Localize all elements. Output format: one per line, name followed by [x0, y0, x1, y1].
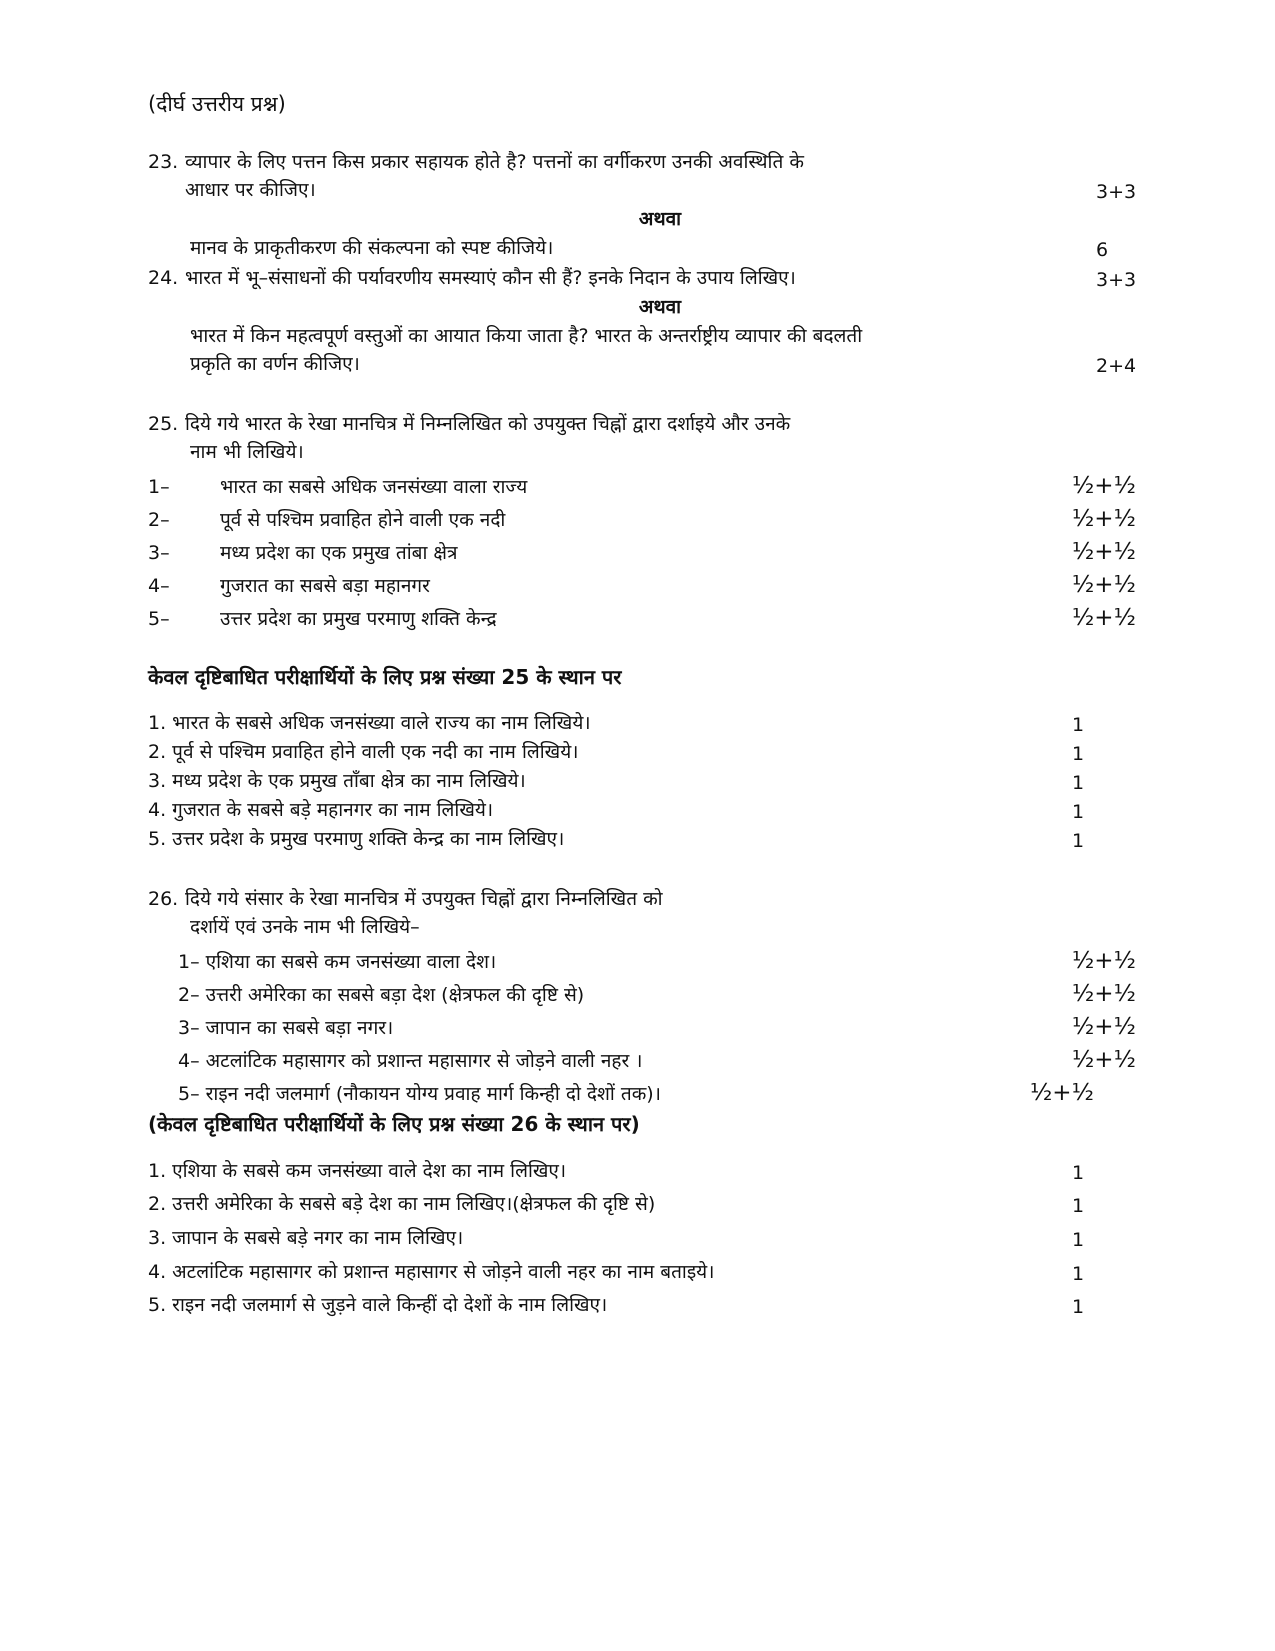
vi25-item: 4. गुजरात के सबसे बड़े महानगर का नाम लिखिये। [148, 799, 494, 821]
q26-text-line2: दर्शायें एवं उनके नाम भी लिखिये– [190, 916, 420, 938]
q25-item-text: मध्य प्रदेश का एक प्रमुख तांबा क्षेत्र [220, 542, 458, 564]
vi25-item: 3. मध्य प्रदेश के एक प्रमुख ताँबा क्षेत्र का नाम लिखिये। [148, 770, 526, 792]
q25-item-number: 5– [148, 608, 170, 630]
q25-item-number: 1– [148, 476, 170, 498]
q25-item-number: 4– [148, 575, 170, 597]
q23-text-line2: आधार पर कीजिए। [185, 179, 316, 201]
vi25-item-marks: 1 [1072, 772, 1085, 794]
q23-number: 23. [148, 151, 179, 173]
q26-item: 4– अटलांटिक महासागर को प्रशान्त महासागर से जोड़ने वाली नहर । [178, 1050, 643, 1072]
q25-number: 25. [148, 413, 179, 435]
q25-item-text: गुजरात का सबसे बड़ा महानगर [220, 575, 430, 597]
q25-item-marks: ½+½ [1072, 605, 1136, 631]
vi26-item: 1. एशिया के सबसे कम जनसंख्या वाले देश का नाम लिखिए। [148, 1160, 567, 1182]
vi26-item: 3. जापान के सबसे बड़े नगर का नाम लिखिए। [148, 1227, 464, 1249]
q25-text-line2: नाम भी लिखिये। [190, 441, 304, 463]
q26-number: 26. [148, 888, 179, 910]
vi25-item-marks: 1 [1072, 801, 1085, 823]
q23-alternative-marks: 6 [1096, 239, 1109, 261]
vi26-item-marks: 1 [1072, 1296, 1085, 1318]
q24-alternative-line1: भारत में किन महत्वपूर्ण वस्तुओं का आयात किया जाता है? भारत के अन्तर्राष्ट्रीय व्यापार की बदलती [190, 325, 863, 347]
q25-item-marks: ½+½ [1072, 473, 1136, 499]
q26-item: 1– एशिया का सबसे कम जनसंख्या वाला देश। [178, 951, 497, 973]
vi25-item: 5. उत्तर प्रदेश के प्रमुख परमाणु शक्ति केन्द्र का नाम लिखिए। [148, 828, 565, 850]
vi26-item-marks: 1 [1072, 1229, 1085, 1251]
q23-text-line1: व्यापार के लिए पत्तन किस प्रकार सहायक होते है? पत्तनों का वर्गीकरण उनकी अवस्थिति के [185, 151, 804, 173]
vi26-item-marks: 1 [1072, 1195, 1085, 1217]
q25-item-number: 3– [148, 542, 170, 564]
q25-item-number: 2– [148, 509, 170, 531]
q26-item-marks: ½+½ [1072, 948, 1136, 974]
vi26-item: 4. अटलांटिक महासागर को प्रशान्त महासागर से जोड़ने वाली नहर का नाम बताइये। [148, 1261, 715, 1283]
vi26-item: 2. उत्तरी अमेरिका के सबसे बड़े देश का नाम लिखिए।(क्षेत्रफल की दृष्टि से) [148, 1193, 656, 1215]
q25-text-line1: दिये गये भारत के रेखा मानचित्र में निम्नलिखित को उपयुक्त चिह्नों द्वारा दर्शाइये और उनके [185, 413, 791, 435]
vi25-item: 1. भारत के सबसे अधिक जनसंख्या वाले राज्य का नाम लिखिये। [148, 712, 591, 734]
q24-alternative-marks: 2+4 [1096, 355, 1137, 377]
vi26-item: 5. राइन नदी जलमार्ग से जुड़ने वाले किन्हीं दो देशों के नाम लिखिए। [148, 1294, 608, 1316]
q23-or-label: अथवा [638, 208, 682, 230]
vi25-item-marks: 1 [1072, 830, 1085, 852]
q26-text-line1: दिये गये संसार के रेखा मानचित्र में उपयुक्त चिह्नों द्वारा निम्नलिखित को [185, 888, 663, 910]
vi26-heading: (केवल दृष्टिबाधित परीक्षार्थियों के लिए प्रश्न संख्या 26 के स्थान पर) [148, 1112, 640, 1136]
q24-number: 24. [148, 267, 179, 289]
q25-item-marks: ½+½ [1072, 539, 1136, 565]
q26-item: 3– जापान का सबसे बड़ा नगर। [178, 1017, 394, 1039]
vi25-item-marks: 1 [1072, 743, 1085, 765]
q25-item-marks: ½+½ [1072, 506, 1136, 532]
q24-marks: 3+3 [1096, 269, 1137, 291]
vi26-item-marks: 1 [1072, 1162, 1085, 1184]
q26-item: 2– उत्तरी अमेरिका का सबसे बड़ा देश (क्षेत्रफल की दृष्टि से) [178, 984, 585, 1006]
q25-item-text: उत्तर प्रदेश का प्रमुख परमाणु शक्ति केन्द्र [220, 608, 497, 630]
vi25-item-marks: 1 [1072, 714, 1085, 736]
q25-item-text: पूर्व से पश्चिम प्रवाहित होने वाली एक नदी [220, 509, 506, 531]
q25-item-marks: ½+½ [1072, 572, 1136, 598]
vi25-heading: केवल दृष्टिबाधित परीक्षार्थियों के लिए प्रश्न संख्या 25 के स्थान पर [148, 665, 622, 689]
q26-item-marks: ½+½ [1072, 1047, 1136, 1073]
q23-marks: 3+3 [1096, 181, 1137, 203]
q24-alternative-line2: प्रकृति का वर्णन कीजिए। [190, 353, 360, 375]
q26-item-marks: ½+½ [1072, 1014, 1136, 1040]
q26-item: 5– राइन नदी जलमार्ग (नौकायन योग्य प्रवाह मार्ग किन्ही दो देशों तक)। [178, 1083, 661, 1105]
q26-item-marks: ½+½ [1030, 1080, 1094, 1106]
q24-or-label: अथवा [638, 296, 682, 318]
vi25-item: 2. पूर्व से पश्चिम प्रवाहित होने वाली एक नदी का नाम लिखिये। [148, 741, 579, 763]
vi26-item-marks: 1 [1072, 1263, 1085, 1285]
q25-item-text: भारत का सबसे अधिक जनसंख्या वाला राज्य [220, 476, 528, 498]
q26-item-marks: ½+½ [1072, 981, 1136, 1007]
q23-alternative-text: मानव के प्राकृतीकरण की संकल्पना को स्पष्ट कीजिये। [190, 237, 554, 259]
section-heading: (दीर्घ उत्तरीय प्रश्न) [148, 92, 286, 116]
q24-text-line1: भारत में भू–संसाधनों की पर्यावरणीय समस्याएं कौन सी हैं? इनके निदान के उपाय लिखिए। [185, 267, 796, 289]
